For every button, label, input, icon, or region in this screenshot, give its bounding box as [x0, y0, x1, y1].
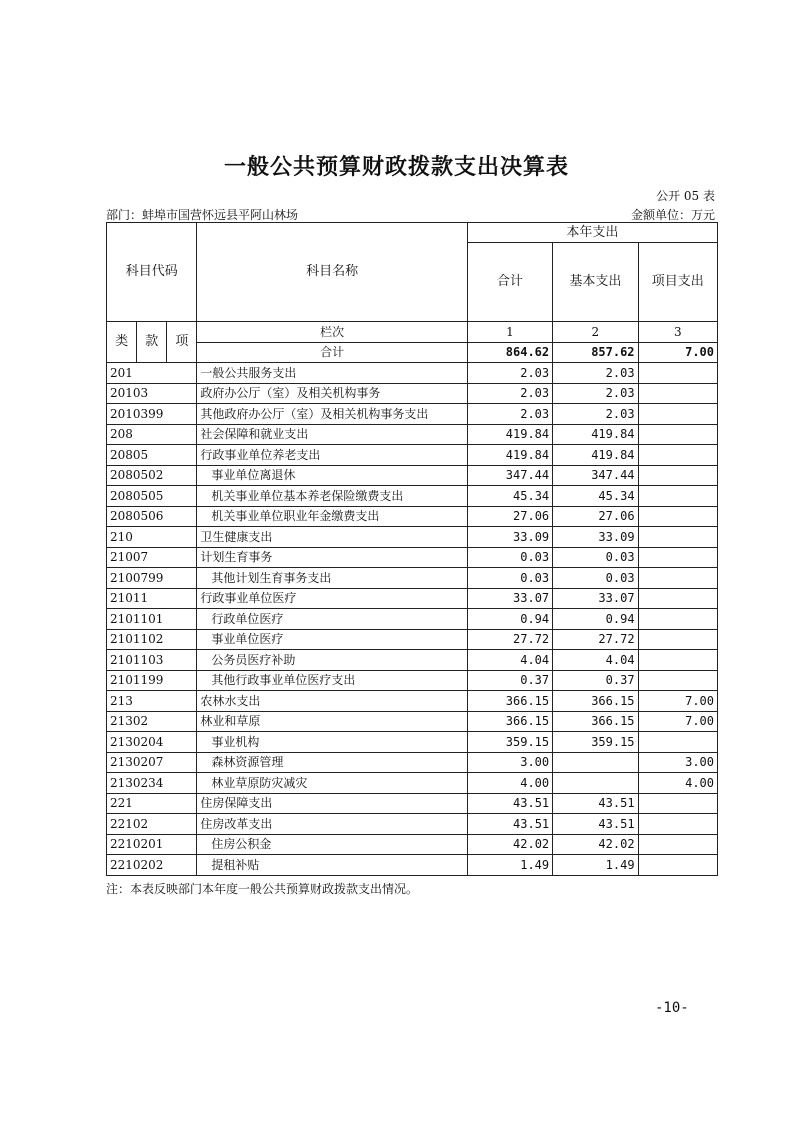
table-row	[107, 732, 718, 753]
table-row	[107, 424, 718, 445]
row-name: 机关事业单位基本养老保险缴费支出	[197, 486, 467, 507]
row-name: 一般公共服务支出	[197, 363, 467, 384]
row-project	[638, 527, 717, 548]
row-code: 208	[107, 424, 197, 445]
row-code: 2101103	[107, 650, 197, 671]
table-row	[107, 691, 718, 712]
row-basic: 1.49	[553, 855, 638, 876]
row-basic: 2.03	[553, 363, 638, 384]
row-project	[638, 547, 717, 568]
row-total: 45.34	[467, 486, 552, 507]
row-total: 366.15	[467, 711, 552, 732]
table-row	[107, 363, 718, 384]
row-project	[638, 588, 717, 609]
row-code: 22102	[107, 814, 197, 835]
row-code: 21302	[107, 711, 197, 732]
table-row	[107, 609, 718, 630]
row-total: 27.06	[467, 506, 552, 527]
header-total: 合计	[467, 243, 552, 322]
total-row	[107, 342, 718, 363]
row-total: 2.03	[467, 404, 552, 425]
row-code: 210	[107, 527, 197, 548]
header-xiang: 项	[167, 322, 197, 363]
row-project	[638, 814, 717, 835]
col-number-1: 1	[467, 322, 552, 343]
row-name: 计划生育事务	[197, 547, 467, 568]
header-kuan: 款	[137, 322, 167, 363]
row-total: 4.00	[467, 773, 552, 794]
header-name: 科目名称	[197, 223, 467, 322]
row-total: 27.72	[467, 629, 552, 650]
row-project	[638, 629, 717, 650]
total-project: 7.00	[638, 342, 717, 363]
row-name: 农林水支出	[197, 691, 467, 712]
row-project	[638, 670, 717, 691]
row-basic: 0.37	[553, 670, 638, 691]
row-name: 事业单位医疗	[197, 629, 467, 650]
row-code: 20805	[107, 445, 197, 466]
table-row	[107, 506, 718, 527]
row-project	[638, 732, 717, 753]
row-project	[638, 445, 717, 466]
row-total: 42.02	[467, 834, 552, 855]
row-basic: 33.07	[553, 588, 638, 609]
row-total: 4.04	[467, 650, 552, 671]
row-project: 7.00	[638, 711, 717, 732]
row-project	[638, 650, 717, 671]
row-name: 林业草原防灾减灾	[197, 773, 467, 794]
table-row	[107, 486, 718, 507]
department-label: 部门：蚌埠市国营怀远县平阿山林场	[106, 208, 299, 222]
row-basic: 42.02	[553, 834, 638, 855]
table-row	[107, 527, 718, 548]
row-name: 事业机构	[197, 732, 467, 753]
row-code: 2101199	[107, 670, 197, 691]
row-name: 政府办公厅（室）及相关机构事务	[197, 383, 467, 404]
row-basic: 347.44	[553, 465, 638, 486]
lanci-row	[107, 322, 718, 343]
table-row	[107, 629, 718, 650]
table-row	[107, 793, 718, 814]
row-name: 住房公积金	[197, 834, 467, 855]
row-basic: 0.03	[553, 547, 638, 568]
row-code: 2210202	[107, 855, 197, 876]
row-project	[638, 383, 717, 404]
row-code: 21007	[107, 547, 197, 568]
row-total: 2.03	[467, 383, 552, 404]
table-row	[107, 650, 718, 671]
table-row	[107, 834, 718, 855]
row-total: 33.09	[467, 527, 552, 548]
row-basic: 43.51	[553, 793, 638, 814]
row-code: 2080502	[107, 465, 197, 486]
row-total: 0.37	[467, 670, 552, 691]
header-basic: 基本支出	[553, 243, 638, 322]
row-name: 卫生健康支出	[197, 527, 467, 548]
table-row	[107, 465, 718, 486]
row-project	[638, 404, 717, 425]
total-basic: 857.62	[553, 342, 638, 363]
col-number-2: 2	[553, 322, 638, 343]
row-basic: 43.51	[553, 814, 638, 835]
table-row	[107, 752, 718, 773]
row-basic: 366.15	[553, 691, 638, 712]
row-name: 住房改革支出	[197, 814, 467, 835]
row-project	[638, 486, 717, 507]
row-project	[638, 793, 717, 814]
row-total: 0.03	[467, 568, 552, 589]
row-code: 2130234	[107, 773, 197, 794]
row-total: 359.15	[467, 732, 552, 753]
table-row	[107, 404, 718, 425]
table-row	[107, 814, 718, 835]
row-name: 行政事业单位养老支出	[197, 445, 467, 466]
header-project: 项目支出	[638, 243, 717, 322]
header-row-1	[107, 223, 718, 243]
row-basic: 419.84	[553, 445, 638, 466]
row-basic: 419.84	[553, 424, 638, 445]
table-row	[107, 588, 718, 609]
row-basic: 27.06	[553, 506, 638, 527]
row-basic	[553, 773, 638, 794]
row-name: 事业单位离退休	[197, 465, 467, 486]
total-amount: 864.62	[467, 342, 552, 363]
row-project	[638, 506, 717, 527]
row-total: 347.44	[467, 465, 552, 486]
row-basic: 359.15	[553, 732, 638, 753]
row-code: 213	[107, 691, 197, 712]
row-total: 366.15	[467, 691, 552, 712]
row-basic: 0.03	[553, 568, 638, 589]
row-name: 提租补贴	[197, 855, 467, 876]
row-project	[638, 855, 717, 876]
document-title: 一般公共预算财政拨款支出决算表	[223, 155, 569, 180]
table-row	[107, 855, 718, 876]
row-basic: 2.03	[553, 383, 638, 404]
row-code: 2100799	[107, 568, 197, 589]
row-name: 社会保障和就业支出	[197, 424, 467, 445]
row-code: 2080505	[107, 486, 197, 507]
row-project: 3.00	[638, 752, 717, 773]
row-project	[638, 609, 717, 630]
row-name: 公务员医疗补助	[197, 650, 467, 671]
row-code: 2010399	[107, 404, 197, 425]
row-project	[638, 834, 717, 855]
row-basic: 33.09	[553, 527, 638, 548]
row-basic: 2.03	[553, 404, 638, 425]
table-row	[107, 383, 718, 404]
row-code: 201	[107, 363, 197, 384]
row-total: 2.03	[467, 363, 552, 384]
row-project: 7.00	[638, 691, 717, 712]
amount-unit-label: 金额单位：万元	[630, 208, 715, 222]
row-total: 33.07	[467, 588, 552, 609]
table-row	[107, 773, 718, 794]
table-row	[107, 445, 718, 466]
budget-table	[106, 222, 718, 876]
row-code: 21011	[107, 588, 197, 609]
row-total: 3.00	[467, 752, 552, 773]
row-total: 1.49	[467, 855, 552, 876]
row-project	[638, 465, 717, 486]
row-basic: 4.04	[553, 650, 638, 671]
row-basic	[553, 752, 638, 773]
total-label: 合计	[197, 342, 467, 363]
row-basic: 0.94	[553, 609, 638, 630]
row-name: 其他行政事业单位医疗支出	[197, 670, 467, 691]
row-basic: 366.15	[553, 711, 638, 732]
row-project	[638, 568, 717, 589]
header-current-year: 本年支出	[467, 223, 717, 243]
col-number-3: 3	[638, 322, 717, 343]
table-row	[107, 568, 718, 589]
row-name: 森林资源管理	[197, 752, 467, 773]
row-total: 0.03	[467, 547, 552, 568]
row-code: 2101102	[107, 629, 197, 650]
form-code: 公开 05 表	[656, 189, 715, 203]
row-code: 20103	[107, 383, 197, 404]
row-total: 0.94	[467, 609, 552, 630]
header-lei: 类	[107, 322, 137, 363]
row-code: 2130207	[107, 752, 197, 773]
row-total: 43.51	[467, 814, 552, 835]
table-row	[107, 547, 718, 568]
row-code: 2080506	[107, 506, 197, 527]
row-name: 机关事业单位职业年金缴费支出	[197, 506, 467, 527]
row-name: 住房保障支出	[197, 793, 467, 814]
row-code: 2210201	[107, 834, 197, 855]
header-code: 科目代码	[107, 223, 197, 322]
row-project: 4.00	[638, 773, 717, 794]
lanci-label: 栏次	[197, 322, 467, 343]
row-total: 419.84	[467, 445, 552, 466]
footnote: 注：本表反映部门本年度一般公共预算财政拨款支出情况。	[106, 882, 419, 896]
table-row	[107, 670, 718, 691]
row-total: 419.84	[467, 424, 552, 445]
row-project	[638, 363, 717, 384]
row-basic: 27.72	[553, 629, 638, 650]
row-name: 其他政府办公厅（室）及相关机构事务支出	[197, 404, 467, 425]
row-total: 43.51	[467, 793, 552, 814]
row-code: 2130204	[107, 732, 197, 753]
row-code: 221	[107, 793, 197, 814]
row-name: 行政单位医疗	[197, 609, 467, 630]
row-project	[638, 424, 717, 445]
page-number: -10-	[655, 1000, 689, 1016]
row-name: 行政事业单位医疗	[197, 588, 467, 609]
row-basic: 45.34	[553, 486, 638, 507]
row-name: 其他计划生育事务支出	[197, 568, 467, 589]
row-name: 林业和草原	[197, 711, 467, 732]
table-row	[107, 711, 718, 732]
row-code: 2101101	[107, 609, 197, 630]
